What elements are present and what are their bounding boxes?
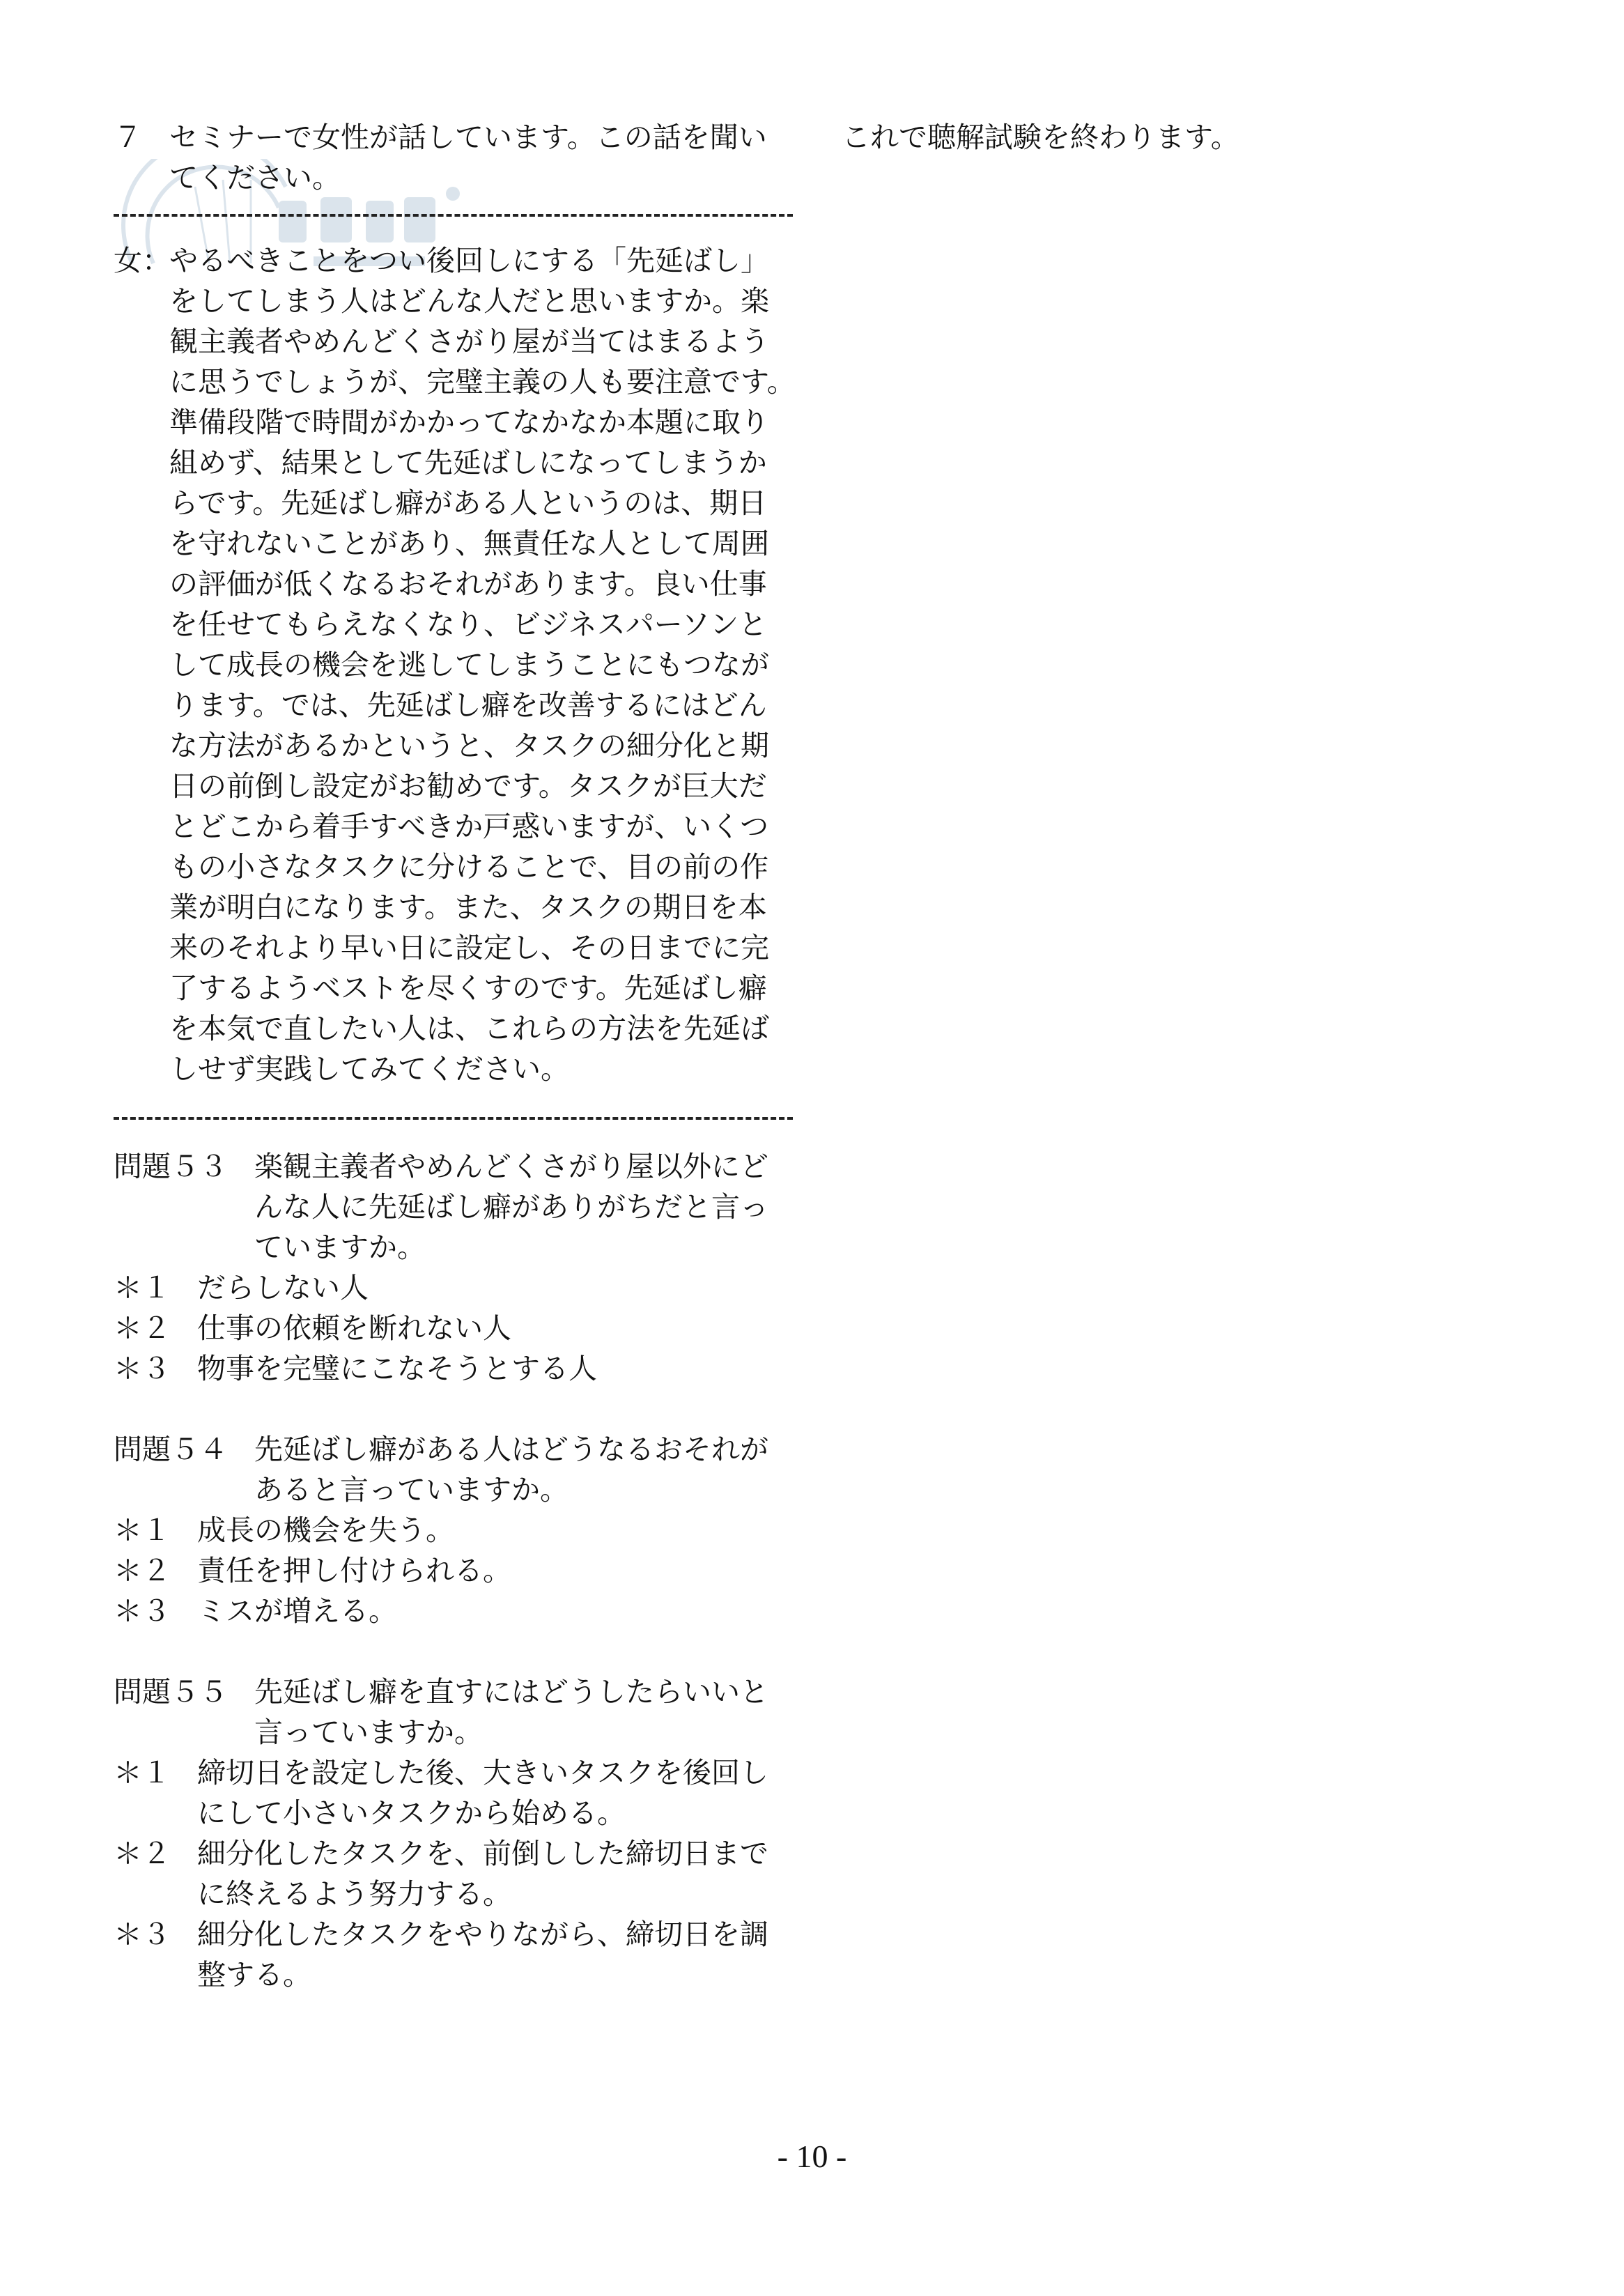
option-text-line: 整する。 (197, 1958, 311, 1991)
question-number: ７ (114, 121, 142, 154)
question-text-line: 先延ばし癖を直すにはどうしたらいいと (254, 1675, 768, 1709)
page-number: - 10 - (777, 2139, 847, 2174)
option-mark: ＊１ (114, 1513, 171, 1547)
divider-bottom (114, 1117, 793, 1120)
option-text-line: 仕事の依頼を断れない人 (197, 1311, 511, 1345)
passage-line: の評価が低くなるおそれがあります。良い仕事 (169, 567, 767, 601)
option-mark: ＊１ (114, 1271, 171, 1304)
passage-line: を守れないことがあり、無責任な人として周囲 (169, 527, 769, 560)
passage-line: らです。先延ばし癖がある人というのは、期日 (169, 486, 767, 520)
passage-line: に思うでしょうが、完璧主義の人も要注意です。 (169, 365, 796, 399)
passage-line: を任せてもらえなくなり、ビジネスパーソンと (169, 608, 768, 641)
option-text-line: だらしない人 (197, 1271, 369, 1304)
passage-line: 日の前倒し設定がお勧めです。タスクが巨大だ (169, 769, 767, 803)
passage-line: 来のそれより早い日に設定し、その日までに完 (169, 931, 769, 964)
option-text-line: 締切日を設定した後、大きいタスクを後回し (197, 1756, 768, 1789)
question-label: 問題５４ (114, 1433, 228, 1466)
passage-line: 観主義者やめんどくさがり屋が当てはまるよう (169, 325, 769, 358)
option-mark: ＊１ (114, 1756, 171, 1789)
passage-line: もの小さなタスクに分けることで、目の前の作 (169, 850, 769, 884)
option-mark: ＊３ (114, 1594, 171, 1628)
option-text-line: 物事を完璧にこなそうとする人 (197, 1352, 597, 1385)
speaker-label: 女： (114, 244, 171, 277)
question-label: 問題５５ (114, 1675, 228, 1709)
option-mark: ＊３ (114, 1352, 171, 1385)
option-mark: ＊３ (114, 1918, 171, 1951)
option-text-line: 細分化したタスクを、前倒しした締切日まで (197, 1837, 768, 1870)
passage-line: 了するようベストを尽くすのです。先延ばし癖 (169, 971, 767, 1005)
passage-line: やるべきことをつい後回しにする「先延ばし」 (169, 244, 769, 277)
divider-top (114, 214, 793, 217)
passage-line: をしてしまう人はどんな人だと思いますか。楽 (169, 284, 769, 318)
option-text-line: 成長の機会を失う。 (197, 1513, 454, 1547)
question-text-line: 先延ばし癖がある人はどうなるおそれが (254, 1433, 768, 1466)
intro-line-2: てください。 (169, 161, 341, 194)
passage-line: しせず実践してみてください。 (169, 1052, 569, 1086)
option-mark: ＊２ (114, 1311, 171, 1345)
question-label: 問題５３ (114, 1150, 228, 1183)
option-text-line: 責任を押し付けられる。 (197, 1554, 511, 1587)
passage-line: 業が明白になります。また、タスクの期日を本 (169, 891, 767, 924)
option-mark: ＊２ (114, 1554, 171, 1587)
passage-line: な方法があるかというと、タスクの細分化と期 (169, 729, 769, 762)
intro-line-1: セミナーで女性が話しています。この話を聞い (169, 121, 767, 154)
passage-line: ります。では、先延ばし癖を改善するにはどん (169, 688, 767, 722)
question-text-line: ていますか。 (254, 1231, 426, 1264)
passage-line: して成長の機会を逃してしまうことにもつなが (169, 648, 769, 681)
option-text-line: ミスが増える。 (197, 1594, 397, 1628)
question-text-line: 言っていますか。 (254, 1716, 483, 1749)
option-mark: ＊２ (114, 1837, 171, 1870)
question-text-line: 楽観主義者やめんどくさがり屋以外にど (254, 1150, 768, 1183)
closing-text: これで聴解試験を終わります。 (842, 121, 1239, 154)
question-text-line: んな人に先延ばし癖がありがちだと言っ (254, 1190, 768, 1224)
option-text-line: にして小さいタスクから始める。 (197, 1796, 626, 1830)
passage-line: 準備段階で時間がかかってなかなか本題に取り (169, 406, 769, 439)
passage-line: とどこから着手すべきか戸惑いますが、いくつ (169, 810, 769, 843)
option-text-line: に終えるよう努力する。 (197, 1877, 511, 1911)
question-text-line: あると言っていますか。 (254, 1473, 569, 1507)
passage-line: 組めず、結果として先延ばしになってしまうか (169, 446, 767, 479)
passage-line: を本気で直したい人は、これらの方法を先延ば (169, 1012, 769, 1045)
option-text-line: 細分化したタスクをやりながら、締切日を調 (197, 1918, 768, 1951)
